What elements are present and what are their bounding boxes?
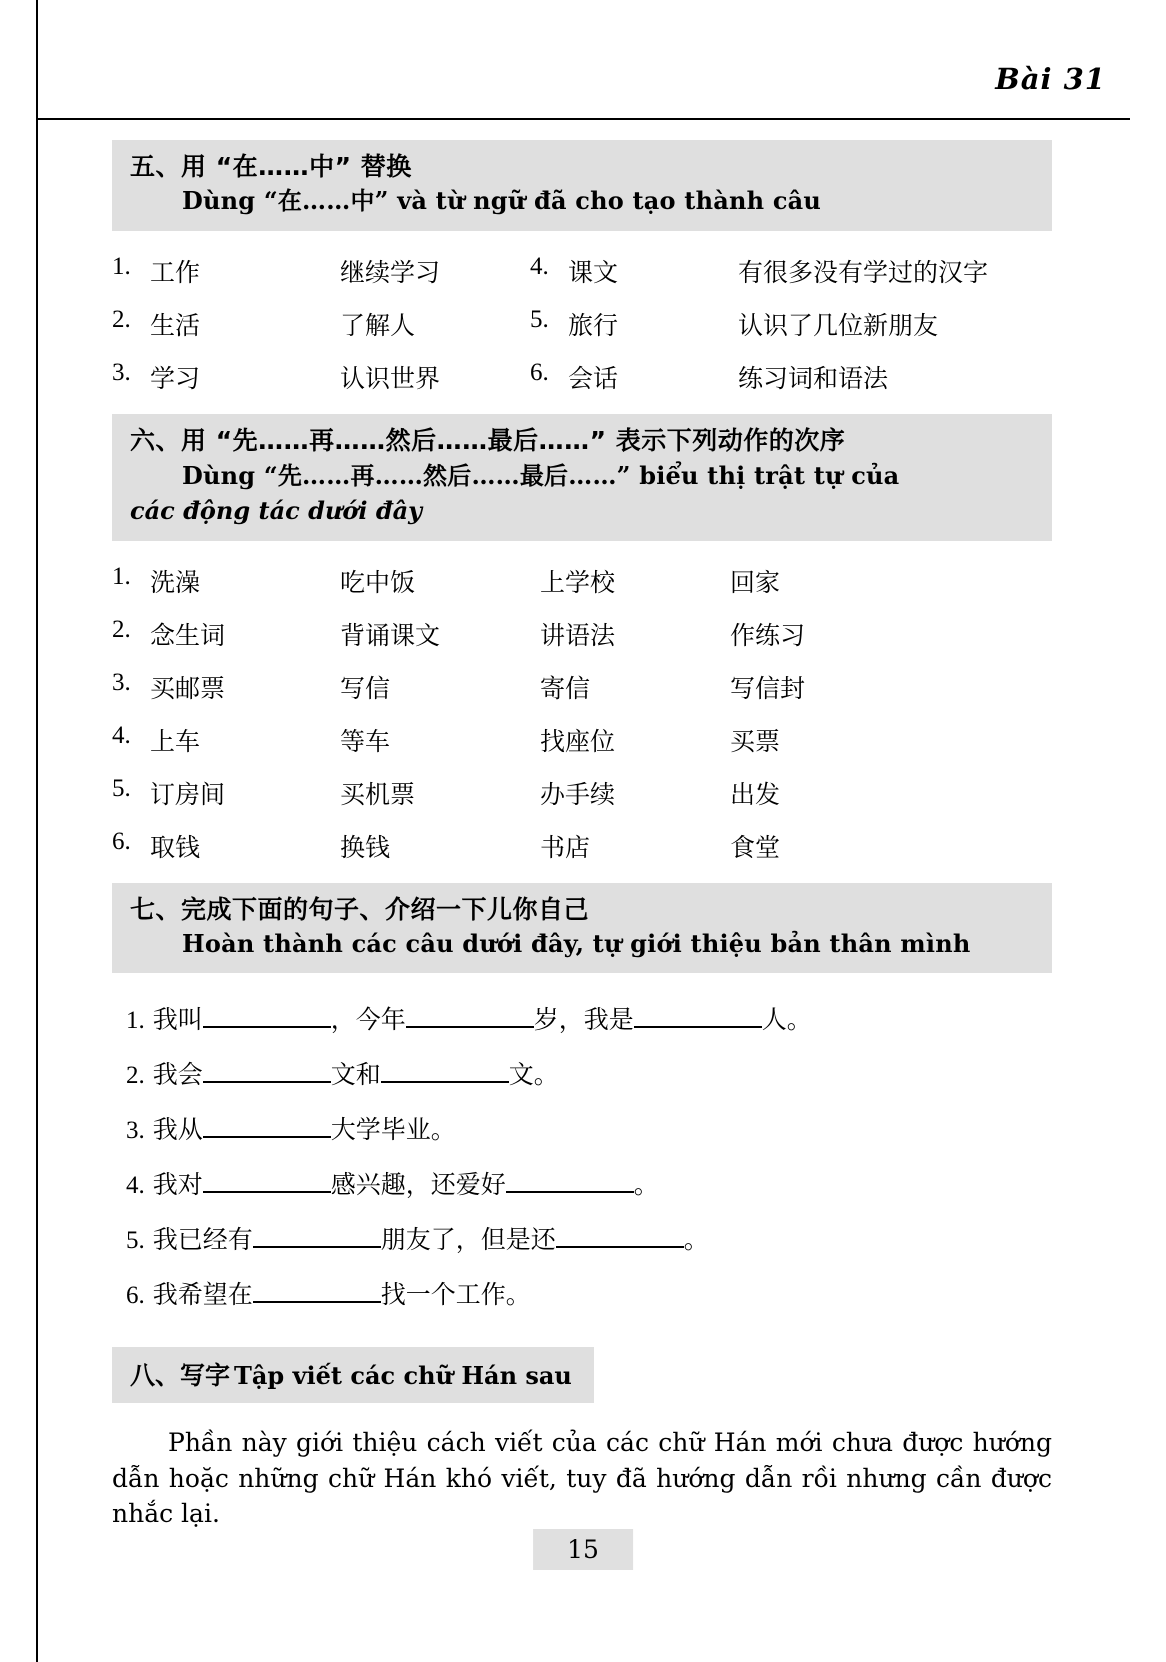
blank-field[interactable] [203, 1002, 331, 1028]
fill-row [112, 1046, 1052, 1101]
table-row [112, 661, 1052, 714]
cell-a: 生活 [150, 310, 201, 340]
cell-c: 讲语法 [540, 620, 616, 650]
fill-row [112, 991, 1052, 1046]
blank-field[interactable] [556, 1222, 684, 1248]
cell-d: 认识了几位新朋友 [738, 310, 939, 340]
cell-d: 练习词和语法 [738, 363, 889, 393]
section-8-heading-band [112, 1347, 594, 1403]
row-number: 1. [112, 252, 131, 280]
blank-field[interactable] [203, 1057, 331, 1083]
cell-d: 买票 [730, 726, 781, 756]
cell-c: 书店 [540, 832, 591, 862]
fill-row [112, 1101, 1052, 1156]
row-number: 1. [112, 562, 131, 590]
fill-text-1: ，今年 [330, 1005, 406, 1035]
fill-text-3: 人。 [761, 1005, 812, 1035]
cell-b: 吃中饭 [340, 567, 416, 597]
blank-field[interactable] [253, 1277, 381, 1303]
fill-text-2: 岁，我是 [533, 1005, 634, 1035]
fill-text-1: 找一个工作。 [380, 1280, 531, 1310]
table-row [112, 767, 1052, 820]
table-row [112, 714, 1052, 767]
row-number: 2. [112, 305, 131, 333]
fill-text-2: 。 [633, 1170, 659, 1200]
cell-b: 继续学习 [340, 257, 441, 287]
table-row [112, 298, 1052, 351]
fill-row [112, 1266, 1052, 1321]
header-divider [36, 118, 1130, 120]
fill-text-0: 我希望在 [152, 1280, 253, 1310]
cell-d: 写信封 [730, 673, 806, 703]
cell-d: 作练习 [730, 620, 806, 650]
section-6-heading-band [112, 414, 1052, 541]
section-5-heading-band [112, 140, 1052, 231]
cell-a: 洗澡 [150, 567, 201, 597]
blank-field[interactable] [634, 1002, 762, 1028]
cell-a: 念生词 [150, 620, 226, 650]
section-6-exercise-table [112, 555, 1052, 873]
section-8-paragraph: Phần này giới thiệu cách viết của các chữ Hán mới chưa được hướng dẫn hoặc những chữ Hán khó viết, tuy đã hướng dẫn rồi nhưng cần được nhắc lại. [112, 1428, 1052, 1529]
row-number: 5. [112, 774, 131, 802]
section-7-heading-band [112, 883, 1052, 974]
cell-b: 背诵课文 [340, 620, 441, 650]
row-number: 5. [126, 1227, 145, 1255]
fill-text-1: 文和 [330, 1060, 381, 1090]
row-number: 4. [126, 1172, 145, 1200]
section-6-heading-cn: 六、用 “先……再……然后……最后……” 表示下列动作的次序 [130, 425, 846, 455]
row-number: 3. [112, 668, 131, 696]
page-number: 15 [533, 1529, 633, 1570]
table-row [112, 555, 1052, 608]
table-row [112, 820, 1052, 873]
cell-b: 写信 [340, 673, 391, 703]
fill-text-0: 我已经有 [152, 1225, 253, 1255]
cell-c: 课文 [568, 257, 619, 287]
fill-text-0: 我叫 [152, 1005, 203, 1035]
cell-c: 找座位 [540, 726, 616, 756]
cell-a: 取钱 [150, 832, 201, 862]
section-5-heading-cn: 五、用 “在……中” 替换 [130, 152, 412, 181]
table-row [112, 351, 1052, 404]
row-number: 6. [126, 1282, 145, 1310]
left-margin-rule [36, 0, 38, 1662]
blank-field[interactable] [203, 1167, 331, 1193]
page-content [112, 140, 1052, 1532]
fill-text-1: 大学毕业。 [330, 1115, 456, 1145]
row-number: 4. [112, 721, 131, 749]
blank-field[interactable] [406, 1002, 534, 1028]
blank-field[interactable] [253, 1222, 381, 1248]
cell-b: 了解人 [340, 310, 416, 340]
fill-text-0: 我会 [152, 1060, 203, 1090]
cell-d: 有很多没有学过的汉字 [738, 257, 989, 287]
fill-text-1: 朋友了，但是还 [380, 1225, 556, 1255]
fill-text-2: 文。 [508, 1060, 559, 1090]
cell-b: 等车 [340, 726, 391, 756]
row-number: 3. [126, 1117, 145, 1145]
table-row [112, 608, 1052, 661]
cell-b: 换钱 [340, 832, 391, 862]
cell-a: 上车 [150, 726, 201, 756]
section-7-heading-vi: Hoàn thành các câu dưới đây, tự giới thiệu bản thân mình [182, 928, 971, 958]
fill-row [112, 1156, 1052, 1211]
cell-d: 食堂 [730, 832, 781, 862]
cell-a: 工作 [150, 257, 201, 287]
row-number: 2. [112, 615, 131, 643]
row-number-2: 6. [530, 358, 549, 386]
fill-text-1: 感兴趣，还爱好 [330, 1170, 506, 1200]
section-8-heading-cn: 八、写字 [130, 1361, 231, 1391]
section-8-heading-vi: Tập viết các chữ Hán sau [234, 1361, 572, 1391]
cell-a: 订房间 [150, 779, 226, 809]
section-5-exercise-table [112, 245, 1052, 404]
row-number: 6. [112, 827, 131, 855]
section-5-heading-vi: Dùng “在……中” và từ ngữ đã cho tạo thành câu [182, 185, 822, 215]
fill-text-0: 我从 [152, 1115, 203, 1145]
cell-d: 回家 [730, 567, 781, 597]
row-number: 1. [126, 1007, 145, 1035]
section-7-heading-cn: 七、完成下面的句子、介绍一下儿你自己 [130, 894, 590, 924]
fill-row [112, 1211, 1052, 1266]
blank-field[interactable] [506, 1167, 634, 1193]
cell-c: 办手续 [540, 779, 616, 809]
row-number: 3. [112, 358, 131, 386]
fill-text-0: 我对 [152, 1170, 203, 1200]
blank-field[interactable] [203, 1112, 331, 1138]
cell-c: 寄信 [540, 673, 591, 703]
cell-a: 学习 [150, 363, 201, 393]
table-row [112, 245, 1052, 298]
fill-text-2: 。 [683, 1225, 709, 1255]
row-number: 2. [126, 1062, 145, 1090]
row-number-2: 4. [530, 252, 549, 280]
cell-c: 上学校 [540, 567, 616, 597]
cell-a: 买邮票 [150, 673, 226, 703]
section-7-fill-in-list [112, 991, 1052, 1321]
cell-b: 买机票 [340, 779, 416, 809]
section-6-heading-vi-cont: các động tác dưới đây [130, 496, 423, 526]
row-number-2: 5. [530, 305, 549, 333]
page-header-title: Bài 31 [995, 62, 1106, 96]
cell-d: 出发 [730, 779, 781, 809]
cell-b: 认识世界 [340, 363, 441, 393]
cell-c: 会话 [568, 363, 619, 393]
cell-c: 旅行 [568, 310, 619, 340]
blank-field[interactable] [381, 1057, 509, 1083]
section-6-heading-vi: Dùng “先……再……然后……最后……” biểu thị trật tự của [182, 461, 900, 491]
